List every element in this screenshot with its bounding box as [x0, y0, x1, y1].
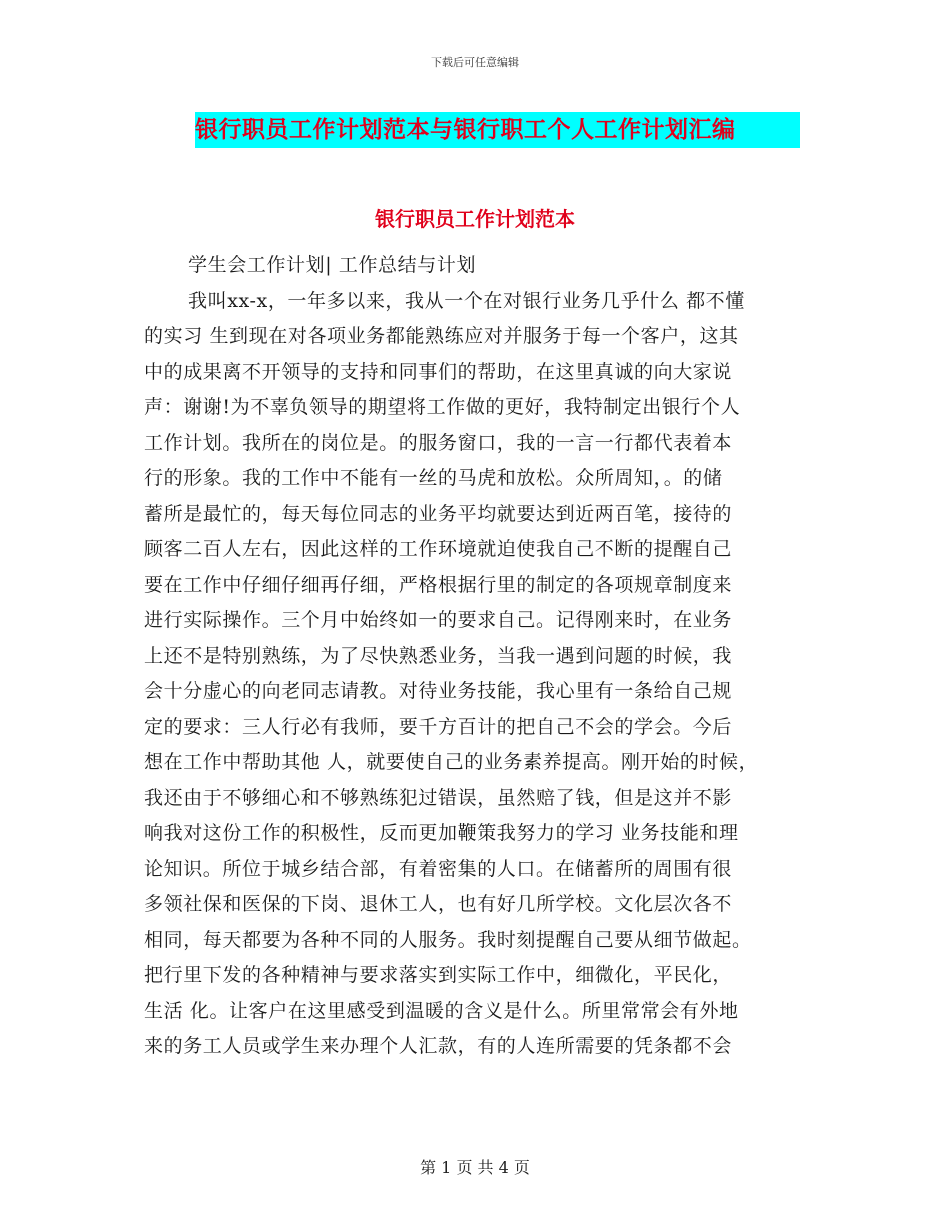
body-line: 顾客二百人左右，因此这样的工作环境就迫使我自己不断的提醒自己 — [144, 538, 733, 560]
body-line: 蓄所是最忙的，每天每位同志的业务平均就要达到近两百笔，接待的 — [144, 502, 733, 525]
body-line: 进行实际操作。三个月中始终如一的要求自己。记得刚来时，在业务 — [144, 609, 733, 631]
body-line: 响我对这份工作的积极性，反而更加鞭策我努力的学习 业务技能和理 — [144, 822, 739, 844]
body-line: 要在工作中仔细仔细再仔细，严格根据行里的制定的各项规章制度来 — [144, 573, 733, 596]
body-line: 定的要求：三人行必有我师，要千方百计的把自己不会的学会。今后 — [144, 715, 733, 738]
page-footer: 第 1 页 共 4 页 — [420, 1158, 530, 1177]
body-line: 相同，每天都要为各种不同的人服务。我时刻提醒自己要从细节做起。 — [144, 928, 752, 951]
body-line: 会十分虚心的向老同志请教。对待业务技能，我心里有一条给自己规 — [144, 680, 733, 702]
body-line: 多领社保和医保的下岗、退休工人，也有好几所学校。文化层次各不 — [144, 893, 733, 915]
body-text — [144, 248, 824, 1065]
sub-title: 银行职员工作计划范本 — [375, 207, 575, 231]
body-line: 我叫xx-x，一年多以来，我从一个在对银行业务几乎什么 都不懂 — [188, 289, 745, 312]
body-line: 学生会工作计划| 工作总结与计划 — [188, 254, 477, 276]
main-title-highlight — [195, 112, 800, 148]
body-line: 来的务工人员或学生来办理个人汇款，有的人连所需要的凭条都不会 — [144, 1035, 733, 1057]
body-line: 生活 化。让客户在这里感受到温暖的含义是什么。所里常常会有外地 — [144, 999, 739, 1022]
body-line: 想在工作中帮助其他 人，就要使自己的业务素养提高。刚开始的时候， — [144, 751, 759, 773]
header-note: 下载后可任意编辑 — [431, 56, 519, 69]
body-line: 声：谢谢!为不辜负领导的期望将工作做的更好，我特制定出银行个人 — [144, 396, 741, 418]
body-line: 的实习 生到现在对各项业务都能熟练应对并服务于每一个客户，这其 — [144, 325, 739, 347]
body-line: 论知识。所位于城乡结合部，有着密集的人口。在储蓄所的周围有很 — [144, 857, 733, 880]
body-line: 行的形象。我的工作中不能有一丝的马虎和放松。众所周知，。的储 — [144, 467, 723, 489]
body-line: 把行里下发的各种精神与要求落实到实际工作中，细微化，平民化， — [144, 964, 733, 986]
body-line: 上还不是特别熟练，为了尽快熟悉业务，当我一遇到问题的时候，我 — [144, 644, 733, 667]
body-line: 我还由于不够细心和不够熟练犯过错误，虽然赔了钱，但是这并不影 — [144, 786, 733, 809]
main-title: 银行职员工作计划范本与银行职工个人工作计划汇编 — [195, 116, 736, 143]
body-line: 工作计划。我所在的岗位是。的服务窗口，我的一言一行都代表着本 — [144, 431, 733, 454]
body-line: 中的成果离不开领导的支持和同事们的帮助，在这里真诚的向大家说 — [144, 360, 733, 383]
